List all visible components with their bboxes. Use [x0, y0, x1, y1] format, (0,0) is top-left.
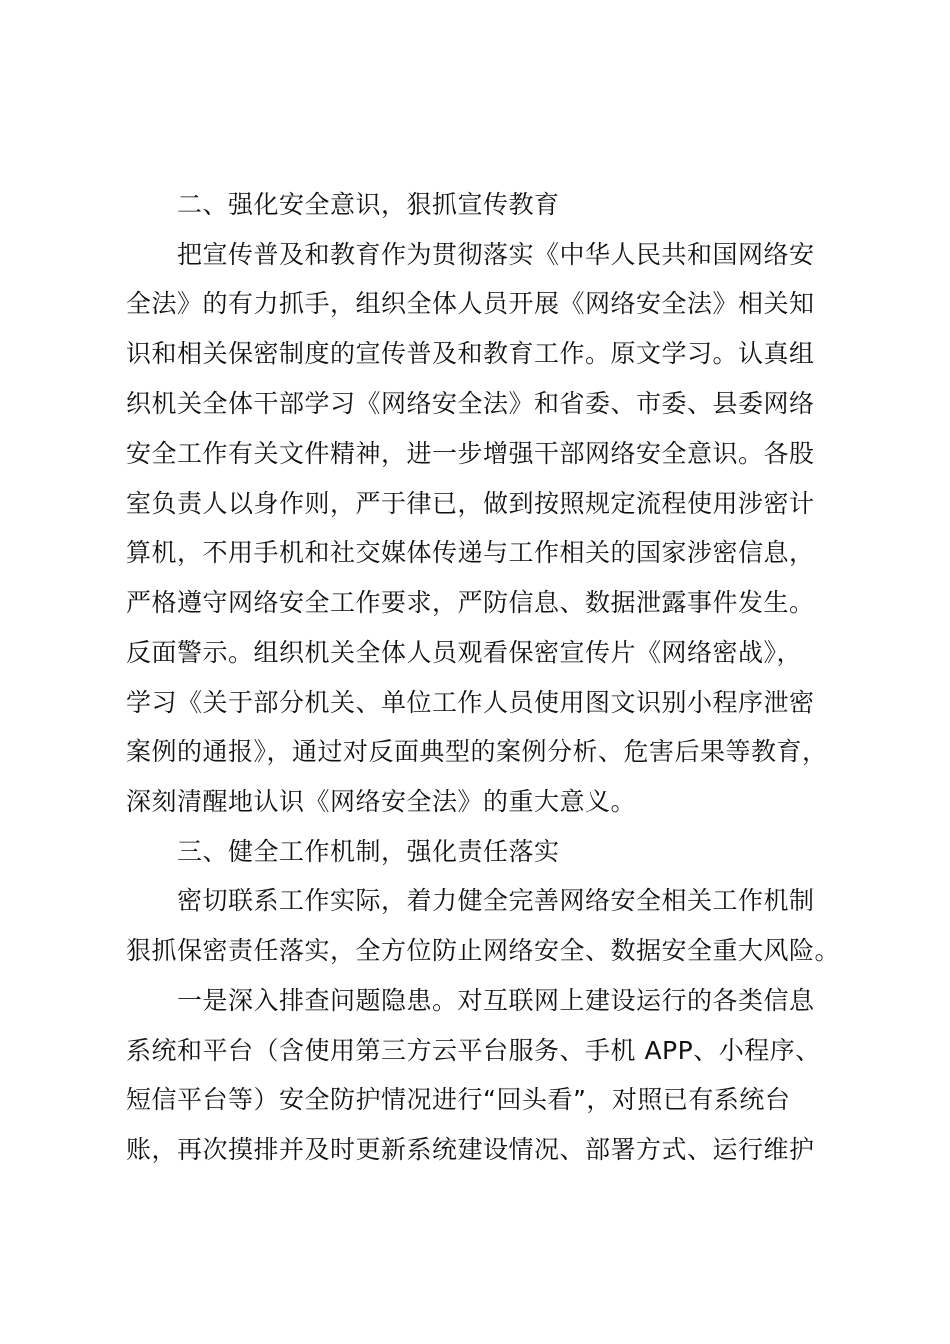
- paragraph-line: 短信平台等）安全防护情况进行“回头看”，对照已有系统台: [126, 1085, 791, 1114]
- paragraph-line: 织机关全体干部学习《网络安全法》和省委、市委、县委网络: [126, 389, 815, 418]
- paragraph-line: 狠抓保密责任落实，全方位防止网络安全、数据安全重大风险。: [126, 936, 841, 965]
- paragraph-line: 反面警示。组织机关全体人员观看保密宣传片《网络密战》，: [126, 638, 803, 667]
- paragraph-line: 密切联系工作实际，着力健全完善网络安全相关工作机制: [177, 886, 815, 915]
- paragraph-line: 安全工作有关文件精神，进一步增强干部网络安全意识。各股: [126, 439, 815, 468]
- paragraph-line: 室负责人以身作则，严于律已，做到按照规定流程使用涉密计: [126, 489, 815, 518]
- paragraph-line: 算机，不用手机和社交媒体传递与工作相关的国家涉密信息，: [126, 538, 815, 567]
- paragraph-line: 识和相关保密制度的宣传普及和教育工作。原文学习。认真组: [126, 339, 815, 368]
- paragraph-line: 全法》的有力抓手，组织全体人员开展《网络安全法》相关知: [126, 289, 815, 318]
- paragraph-line: 案例的通报》，通过对反面典型的案例分析、危害后果等教育，: [126, 737, 828, 766]
- paragraph-line: 系统和平台（含使用第三方云平台服务、手机 APP、小程序、: [126, 1036, 821, 1065]
- section-heading-2: 二、强化安全意识，狠抓宣传教育: [177, 190, 560, 219]
- section-heading-3: 三、健全工作机制，强化责任落实: [177, 837, 560, 866]
- paragraph-line: 账，再次摸排并及时更新系统建设情况、部署方式、运行维护: [126, 1135, 815, 1164]
- paragraph-line: 一是深入排查问题隐患。对互联网上建设运行的各类信息: [177, 986, 815, 1015]
- paragraph-line: 深刻清醒地认识《网络安全法》的重大意义。: [126, 787, 637, 816]
- paragraph-line: 严格遵守网络安全工作要求，严防信息、数据泄露事件发生。: [126, 588, 815, 617]
- paragraph-line: 把宣传普及和教育作为贯彻落实《中华人民共和国网络安: [177, 240, 815, 269]
- paragraph-line: 学习《关于部分机关、单位工作人员使用图文识别小程序泄密: [126, 688, 815, 717]
